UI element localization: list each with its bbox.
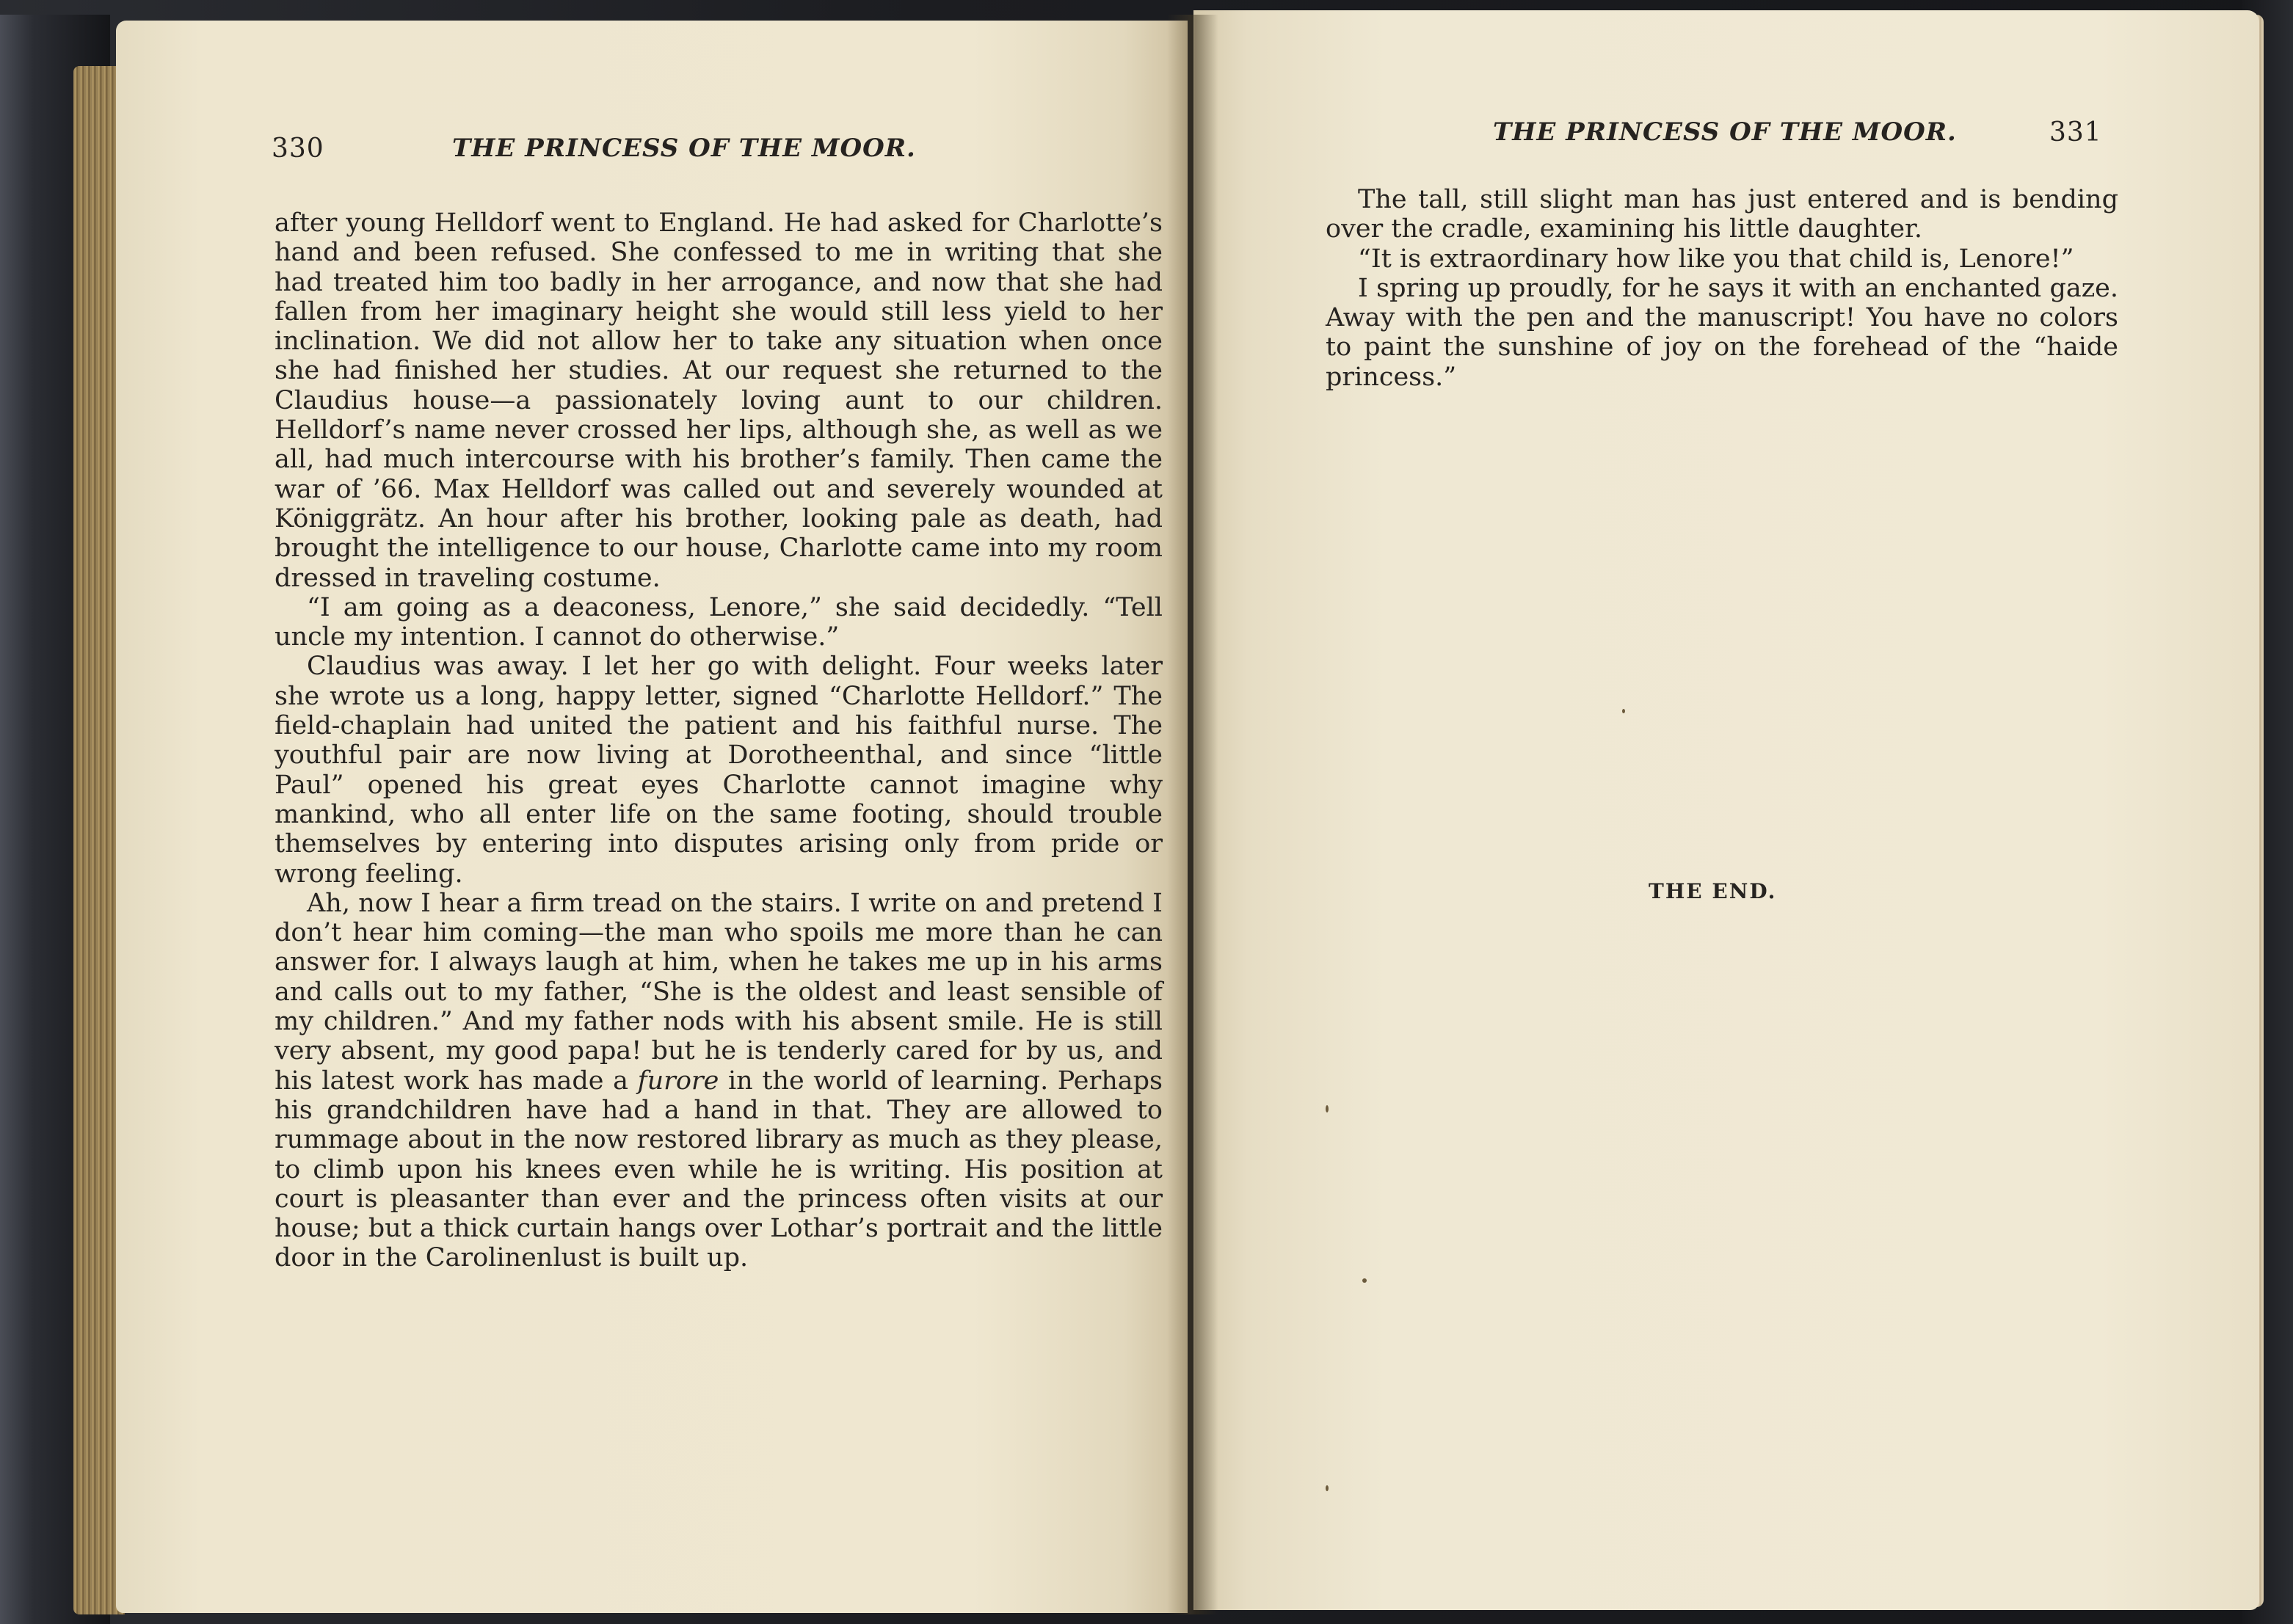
- paragraph: “It is extraordinary how like you that child is, Lenore!”: [1358, 244, 2074, 274]
- right-text-block: [1326, 185, 2118, 392]
- paragraph: Claudius was away. I let her go with delight. Four weeks later she wrote us a long, happy letter, signed “Charlotte Helldorf.” The field-chaplain had united the patient and his faithful nurse. The youthful pair are now living at Dorotheenthal, and since “little Paul” opened his great eyes Charlotte cannot imagine why mankind, who all enter life on the same footing, should trouble themselves by entering into disputes arising only from pride or wrong feeling.: [275, 652, 1163, 889]
- gutter-shadow: [1167, 15, 1218, 1614]
- page-speck: [1326, 1105, 1329, 1113]
- paragraph-text: Ah, now I hear a firm tread on the stairs. I write on and pretend I don’t hear him coming—the man who spoils me more than he can answer for. I always laugh at him, when he takes me up in his arms and calls out to my father, “She is the oldest and least sensible of my children.” And my father nods with his absent smile. He is still very absent, my good papa! but he is tenderly cared for by us, and his latest work has made a: [275, 888, 1163, 1096]
- left-page: [116, 21, 1188, 1613]
- page-speck: [1362, 1278, 1367, 1283]
- left-text-block: [275, 208, 1163, 1273]
- left-page-number: 330: [272, 134, 324, 164]
- left-running-head: THE PRINCESS OF THE MOOR.: [452, 134, 916, 163]
- paragraph: I spring up proudly, for he says it with an enchanted gaze. Away with the pen and the manuscript! You have no colors to paint the sunshine of joy on the forehead of the “haide princess.”: [1326, 273, 2118, 392]
- right-running-head: THE PRINCESS OF THE MOOR.: [1493, 117, 1957, 147]
- page-speck: [1622, 709, 1625, 713]
- italic-word: furore: [637, 1066, 719, 1096]
- paragraph: after young Helldorf went to England. He had asked for Charlotte’s hand and been refused. She confessed to me in writing that she had treated him too badly in her arrogance, and now that she had fallen from her imaginary height she would still less yield to her inclination. We did not allow her to take any situation when once she had finished her studies. At our request she returned to the Claudius house—a passionately loving aunt to our children. Helldorf’s name never crossed her lips, although she, as well as we all, had much intercourse with his brother’s family. Then came the war of ’66. Max Helldorf was called out and severely wounded at Königgrätz. An hour after his brother, looking pale as death, had brought the intelligence to our house, Charlotte came into my room dressed in traveling costume.: [275, 208, 1163, 593]
- the-end-label: THE END.: [1649, 879, 1777, 903]
- page-speck: [1326, 1485, 1329, 1491]
- paragraph-text: in the world of learning. Perhaps his grandchildren have had a hand in that. They are allowed to rummage about in the now restored library as much as they please, to climb upon his knees even while he is writing. His position at court is pleasanter than ever and the princess often visits at our house; but a thick curtain hangs over Lothar’s portrait and the little door in the Carolinenlust is built up.: [275, 1066, 1163, 1273]
- paragraph: “I am going as a deaconess, Lenore,” she said decidedly. “Tell uncle my intention. I cannot do otherwise.”: [275, 592, 1163, 652]
- paragraph: [275, 889, 1163, 1273]
- right-page-number: 331: [2049, 117, 2102, 148]
- paragraph: The tall, still slight man has just entered and is bending over the cradle, examining his little daughter.: [1326, 185, 2118, 244]
- right-page: [1193, 10, 2259, 1610]
